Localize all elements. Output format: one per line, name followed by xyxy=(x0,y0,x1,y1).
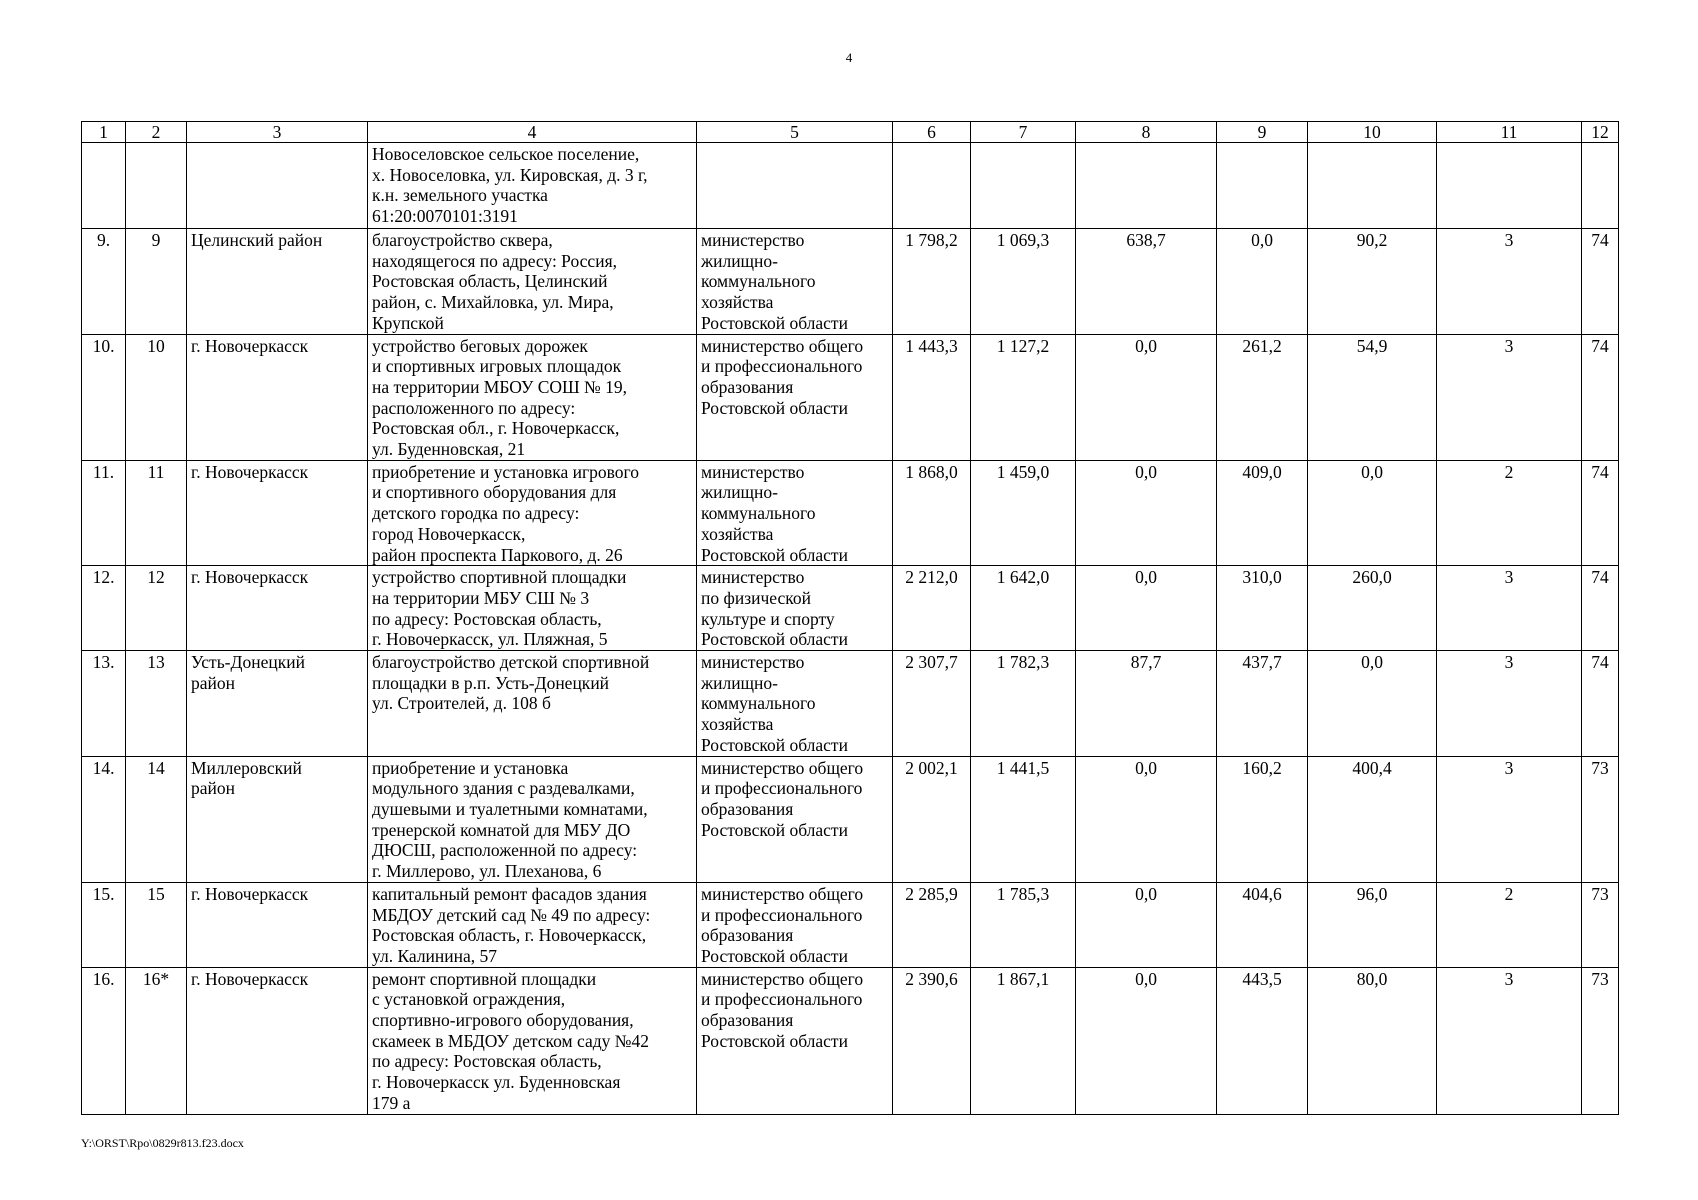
table-row xyxy=(82,229,1619,335)
table-cell-col-1 xyxy=(82,143,126,229)
table-cell-col-10: 90,2 xyxy=(1308,229,1437,335)
table-cell-col-5: министерство жилищно- коммунального хозяйства Ростовской области xyxy=(697,229,893,335)
table-cell-col-6: 2 285,9 xyxy=(893,882,971,967)
table-cell-col-11 xyxy=(1437,143,1582,229)
table-cell-col-2: 12 xyxy=(126,566,187,651)
table-cell-col-3: Целинский район xyxy=(187,229,368,335)
table-cell-col-1: 9. xyxy=(82,229,126,335)
column-header: 9 xyxy=(1217,122,1308,143)
table-cell-col-8 xyxy=(1076,143,1217,229)
column-header: 3 xyxy=(187,122,368,143)
table-cell-col-7: 1 785,3 xyxy=(971,882,1076,967)
data-table xyxy=(81,121,1619,1115)
table-cell-col-10 xyxy=(1308,143,1437,229)
table-row xyxy=(82,967,1619,1114)
table-cell-col-11: 3 xyxy=(1437,756,1582,882)
table-cell-col-4: благоустройство сквера, находящегося по адресу: Россия, Ростовская область, Целинский район, с. Михайловка, ул. Мира, Крупской xyxy=(368,229,697,335)
table-cell-col-3: г. Новочеркасск xyxy=(187,566,368,651)
table-cell-col-12: 73 xyxy=(1582,967,1619,1114)
table-cell-col-2: 14 xyxy=(126,756,187,882)
table-cell-col-7: 1 782,3 xyxy=(971,651,1076,757)
table-cell-col-8: 638,7 xyxy=(1076,229,1217,335)
table-cell-col-2: 10 xyxy=(126,334,187,460)
table-cell-col-7: 1 069,3 xyxy=(971,229,1076,335)
table-row xyxy=(82,143,1619,229)
table-cell-col-9: 0,0 xyxy=(1217,229,1308,335)
table-cell-col-2: 15 xyxy=(126,882,187,967)
table-cell-col-9: 261,2 xyxy=(1217,334,1308,460)
table-cell-col-1: 12. xyxy=(82,566,126,651)
table-row xyxy=(82,334,1619,460)
table-cell-col-8: 87,7 xyxy=(1076,651,1217,757)
table-cell-col-1: 13. xyxy=(82,651,126,757)
table-cell-col-5 xyxy=(697,143,893,229)
table-cell-col-12: 73 xyxy=(1582,882,1619,967)
table-cell-col-10: 260,0 xyxy=(1308,566,1437,651)
table-cell-col-8: 0,0 xyxy=(1076,460,1217,566)
table-cell-col-9 xyxy=(1217,143,1308,229)
table-cell-col-2 xyxy=(126,143,187,229)
table-cell-col-1: 10. xyxy=(82,334,126,460)
column-header: 1 xyxy=(82,122,126,143)
table-row xyxy=(82,566,1619,651)
column-header: 7 xyxy=(971,122,1076,143)
column-header: 8 xyxy=(1076,122,1217,143)
table-cell-col-1: 16. xyxy=(82,967,126,1114)
page-number: 4 xyxy=(845,50,853,65)
table-cell-col-1: 11. xyxy=(82,460,126,566)
table-cell-col-4: устройство беговых дорожек и спортивных игровых площадок на территории МБОУ СОШ № 19, расположенного по адресу: Ростовская обл., г. Новочеркасск, ул. Буденновская, 21 xyxy=(368,334,697,460)
column-header: 5 xyxy=(697,122,893,143)
header-row xyxy=(82,122,1619,143)
table-cell-col-6: 1 868,0 xyxy=(893,460,971,566)
table-cell-col-6 xyxy=(893,143,971,229)
table-cell-col-5: министерство общего и профессионального образования Ростовской области xyxy=(697,967,893,1114)
table-cell-col-5: министерство общего и профессионального образования Ростовской области xyxy=(697,756,893,882)
table-cell-col-11: 3 xyxy=(1437,651,1582,757)
table-cell-col-7: 1 642,0 xyxy=(971,566,1076,651)
table-cell-col-7: 1 459,0 xyxy=(971,460,1076,566)
column-header: 2 xyxy=(126,122,187,143)
table-cell-col-5: министерство общего и профессионального образования Ростовской области xyxy=(697,334,893,460)
table-cell-col-8: 0,0 xyxy=(1076,756,1217,882)
table-cell-col-3: Миллеровский район xyxy=(187,756,368,882)
table-cell-col-8: 0,0 xyxy=(1076,334,1217,460)
table-cell-col-9: 160,2 xyxy=(1217,756,1308,882)
table-cell-col-5: министерство жилищно- коммунального хозяйства Ростовской области xyxy=(697,651,893,757)
table-cell-col-9: 443,5 xyxy=(1217,967,1308,1114)
column-header: 10 xyxy=(1308,122,1437,143)
table-cell-col-6: 1 443,3 xyxy=(893,334,971,460)
table-cell-col-3: Усть-Донецкий район xyxy=(187,651,368,757)
table-cell-col-10: 0,0 xyxy=(1308,460,1437,566)
table-cell-col-9: 310,0 xyxy=(1217,566,1308,651)
table-cell-col-4: устройство спортивной площадки на территории МБУ СШ № 3 по адресу: Ростовская область, г. Новочеркасск, ул. Пляжная, 5 xyxy=(368,566,697,651)
table-cell-col-5: министерство общего и профессионального образования Ростовской области xyxy=(697,882,893,967)
table-cell-col-8: 0,0 xyxy=(1076,882,1217,967)
column-header: 12 xyxy=(1582,122,1619,143)
table-cell-col-12: 74 xyxy=(1582,334,1619,460)
table-cell-col-10: 80,0 xyxy=(1308,967,1437,1114)
table-cell-col-12 xyxy=(1582,143,1619,229)
table-cell-col-7: 1 441,5 xyxy=(971,756,1076,882)
table-cell-col-4: приобретение и установка игрового и спортивного оборудования для детского городка по адресу: город Новочеркасск, район проспекта Паркового, д. 26 xyxy=(368,460,697,566)
table-cell-col-4: благоустройство детской спортивной площадки в р.п. Усть-Донецкий ул. Строителей, д. 108 б xyxy=(368,651,697,757)
table-cell-col-10: 0,0 xyxy=(1308,651,1437,757)
table-cell-col-4: ремонт спортивной площадки с установкой ограждения, спортивно-игрового оборудования, скамеек в МБДОУ детском саду №42 по адресу: Ростовская область, г. Новочеркасск ул. Буденновская 179 а xyxy=(368,967,697,1114)
table-cell-col-5: министерство по физической культуре и спорту Ростовской области xyxy=(697,566,893,651)
table-row xyxy=(82,756,1619,882)
table-cell-col-9: 437,7 xyxy=(1217,651,1308,757)
table-cell-col-10: 54,9 xyxy=(1308,334,1437,460)
table-cell-col-12: 73 xyxy=(1582,756,1619,882)
table-cell-col-9: 409,0 xyxy=(1217,460,1308,566)
table-cell-col-5: министерство жилищно- коммунального хозяйства Ростовской области xyxy=(697,460,893,566)
table-cell-col-2: 16* xyxy=(126,967,187,1114)
table-cell-col-6: 1 798,2 xyxy=(893,229,971,335)
table-cell-col-6: 2 002,1 xyxy=(893,756,971,882)
table-cell-col-12: 74 xyxy=(1582,460,1619,566)
table-cell-col-4: приобретение и установка модульного здания с раздевалками, душевыми и туалетными комнатами, тренерской комнатой для МБУ ДО ДЮСШ, расположенной по адресу: г. Миллерово, ул. Плеханова, 6 xyxy=(368,756,697,882)
table-cell-col-3 xyxy=(187,143,368,229)
table-cell-col-8: 0,0 xyxy=(1076,566,1217,651)
table-cell-col-12: 74 xyxy=(1582,651,1619,757)
table-cell-col-9: 404,6 xyxy=(1217,882,1308,967)
table-cell-col-6: 2 307,7 xyxy=(893,651,971,757)
table-cell-col-10: 96,0 xyxy=(1308,882,1437,967)
table-cell-col-2: 13 xyxy=(126,651,187,757)
table-cell-col-11: 3 xyxy=(1437,566,1582,651)
table-cell-col-11: 3 xyxy=(1437,229,1582,335)
table-cell-col-4: Новоселовское сельское поселение, х. Новоселовка, ул. Кировская, д. 3 г, к.н. земельного участка 61:20:0070101:3191 xyxy=(368,143,697,229)
table-cell-col-7: 1 867,1 xyxy=(971,967,1076,1114)
table-cell-col-11: 2 xyxy=(1437,882,1582,967)
table-cell-col-2: 11 xyxy=(126,460,187,566)
table-row xyxy=(82,460,1619,566)
table-cell-col-1: 15. xyxy=(82,882,126,967)
table-cell-col-4: капитальный ремонт фасадов здания МБДОУ детский сад № 49 по адресу: Ростовская область, г. Новочеркасск, ул. Калинина, 57 xyxy=(368,882,697,967)
table-cell-col-8: 0,0 xyxy=(1076,967,1217,1114)
table-cell-col-3: г. Новочеркасск xyxy=(187,334,368,460)
table-cell-col-6: 2 390,6 xyxy=(893,967,971,1114)
table-cell-col-11: 3 xyxy=(1437,334,1582,460)
table-cell-col-3: г. Новочеркасск xyxy=(187,460,368,566)
table-cell-col-3: г. Новочеркасск xyxy=(187,882,368,967)
table-cell-col-1: 14. xyxy=(82,756,126,882)
column-header: 4 xyxy=(368,122,697,143)
column-header: 11 xyxy=(1437,122,1582,143)
table-cell-col-11: 3 xyxy=(1437,967,1582,1114)
table-cell-col-12: 74 xyxy=(1582,566,1619,651)
table-cell-col-12: 74 xyxy=(1582,229,1619,335)
table-cell-col-7: 1 127,2 xyxy=(971,334,1076,460)
table-cell-col-10: 400,4 xyxy=(1308,756,1437,882)
table-cell-col-7 xyxy=(971,143,1076,229)
table-row xyxy=(82,882,1619,967)
table-cell-col-3: г. Новочеркасск xyxy=(187,967,368,1114)
column-header: 6 xyxy=(893,122,971,143)
table-row xyxy=(82,651,1619,757)
table-cell-col-11: 2 xyxy=(1437,460,1582,566)
file-path-footer: Y:\ORST\Rpo\0829r813.f23.docx xyxy=(81,1136,244,1150)
table-cell-col-2: 9 xyxy=(126,229,187,335)
table-cell-col-6: 2 212,0 xyxy=(893,566,971,651)
